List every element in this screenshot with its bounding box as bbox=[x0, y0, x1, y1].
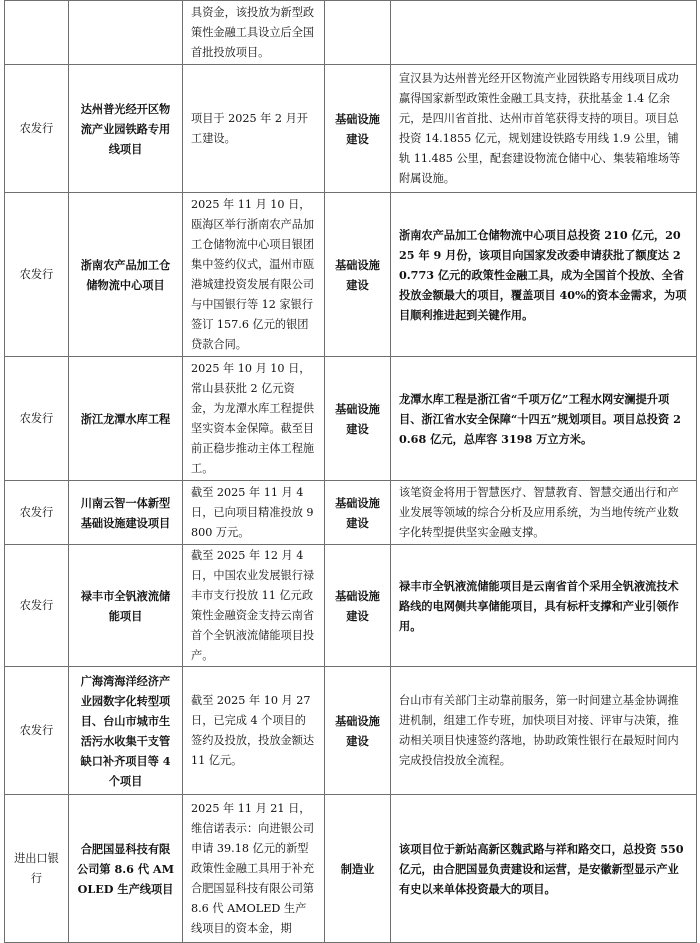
table-row bbox=[5, 1, 697, 65]
description-cell: 浙南农产品加工仓储物流中心项目总投资 210 亿元，2025 年 9 月份，该项目向国家发改委申请获批了额度达 20.773 亿元的政策性金融工具，成为全国首个投放、全省投放金额最大的项目，覆盖项目 40%的资本金需求，为项目顺利推进起到关键作用。 bbox=[391, 193, 697, 357]
description-cell: 禄丰市全钒液流储能项目是云南省首个采用全钒液流技术路线的电网侧共享储能项目，具有标杆支撑和产业引领作用。 bbox=[391, 545, 697, 667]
progress-cell: 截至 2025 年 11 月 4 日，已向项目精准投放 9800 万元。 bbox=[183, 481, 325, 545]
institution-cell: 农发行 bbox=[5, 481, 69, 545]
category-cell: 基础设施建设 bbox=[325, 65, 391, 193]
institution-cell: 农发行 bbox=[5, 667, 69, 795]
category-cell: 基础设施建设 bbox=[325, 481, 391, 545]
progress-cell: 截至 2025 年 12 月 4 日，中国农业发展银行禄丰市支行投放 11 亿元政策性金融资金支持云南省首个全钒液流储能项目投产。 bbox=[183, 545, 325, 667]
project-name-cell: 浙南农产品加工仓储物流中心项目 bbox=[69, 193, 183, 357]
progress-cell: 具资金，该投放为新型政策性金融工具设立后全国首批投放项目。 bbox=[183, 1, 325, 65]
institution-cell: 农发行 bbox=[5, 545, 69, 667]
table-row bbox=[5, 193, 697, 357]
project-name-cell: 川南云智一体新型基础设施建设项目 bbox=[69, 481, 183, 545]
project-name-cell: 禄丰市全钒液流储能项目 bbox=[69, 545, 183, 667]
table-row bbox=[5, 65, 697, 193]
table-row bbox=[5, 545, 697, 667]
project-table bbox=[4, 0, 697, 943]
progress-cell: 2025 年 11 月 10 日，瓯海区举行浙南农产品加工仓储物流中心项目银团集中签约仪式，温州市瓯港城建投资发展有限公司与中国银行等 12 家银行签订 157.6 亿元的银团贷款合同。 bbox=[183, 193, 325, 357]
progress-cell: 2025 年 11 月 21 日，维信诺表示：向进银公司申请 39.18 亿元的新型政策性金融工具用于补充合肥国显科技有限公司第 8.6 代 AMOLED 生产线项目的资本金，期 bbox=[183, 795, 325, 943]
description-cell: 龙潭水库工程是浙江省“千项万亿”工程水网安澜提升项目、浙江省水安全保障“十四五”规划项目。项目总投资 20.68 亿元，总库容 3198 万立方米。 bbox=[391, 357, 697, 481]
progress-cell: 项目于 2025 年 2 月开工建设。 bbox=[183, 65, 325, 193]
category-cell: 基础设施建设 bbox=[325, 193, 391, 357]
project-name-cell: 达州普光经开区物流产业园铁路专用线项目 bbox=[69, 65, 183, 193]
table-row bbox=[5, 357, 697, 481]
institution-cell: 农发行 bbox=[5, 193, 69, 357]
institution-cell bbox=[5, 1, 69, 65]
table-row bbox=[5, 667, 697, 795]
progress-cell: 截至 2025 年 10 月 27 日，已完成 4 个项目的签约及投放，投放金额达 11 亿元。 bbox=[183, 667, 325, 795]
project-name-cell: 广海湾海洋经济产业园数字化转型项目、台山市城市生活污水收集干支管缺口补齐项目等 4 个项目 bbox=[69, 667, 183, 795]
category-cell bbox=[325, 1, 391, 65]
category-cell: 基础设施建设 bbox=[325, 667, 391, 795]
category-cell: 制造业 bbox=[325, 795, 391, 943]
category-cell: 基础设施建设 bbox=[325, 357, 391, 481]
institution-cell: 农发行 bbox=[5, 65, 69, 193]
description-cell: 该笔资金将用于智慧医疗、智慧教育、智慧交通出行和产业发展等领域的综合分析及应用系统，为当地传统产业数字化转型提供坚实金融支撑。 bbox=[391, 481, 697, 545]
institution-cell: 农发行 bbox=[5, 357, 69, 481]
project-name-cell: 合肥国显科技有限公司第 8.6 代 AMOLED 生产线项目 bbox=[69, 795, 183, 943]
description-cell bbox=[391, 1, 697, 65]
description-cell: 台山市有关部门主动靠前服务，第一时间建立基金协调推进机制，组建工作专班，加快项目对接、评审与决策，推动相关项目快速签约落地，协助政策性银行在最短时间内完成投信投放全流程。 bbox=[391, 667, 697, 795]
category-cell: 基础设施建设 bbox=[325, 545, 391, 667]
description-cell: 宣汉县为达州普光经开区物流产业园铁路专用线项目成功赢得国家新型政策性金融工具支持，获批基金 1.4 亿余元，是四川省首批、达州市首笔获得支持的项目。项目总投资 14.1855 亿元，规划建设铁路专用线 1.9 公里，铺轨 11.485 公里，配套建设物流仓储中心、集装箱堆场等附属设施。 bbox=[391, 65, 697, 193]
description-cell: 该项目位于新站高新区魏武路与祥和路交口，总投资 550 亿元，由合肥国显负责建设和运营，是安徽新型显示产业有史以来单体投资最大的项目。 bbox=[391, 795, 697, 943]
institution-cell: 进出口银行 bbox=[5, 795, 69, 943]
progress-cell: 2025 年 10 月 10 日，常山县获批 2 亿元资金，为龙潭水库工程提供坚实资本金保障。截至目前正稳步推动主体工程施工。 bbox=[183, 357, 325, 481]
table-row bbox=[5, 795, 697, 943]
project-name-cell bbox=[69, 1, 183, 65]
project-name-cell: 浙江龙潭水库工程 bbox=[69, 357, 183, 481]
table-row bbox=[5, 481, 697, 545]
